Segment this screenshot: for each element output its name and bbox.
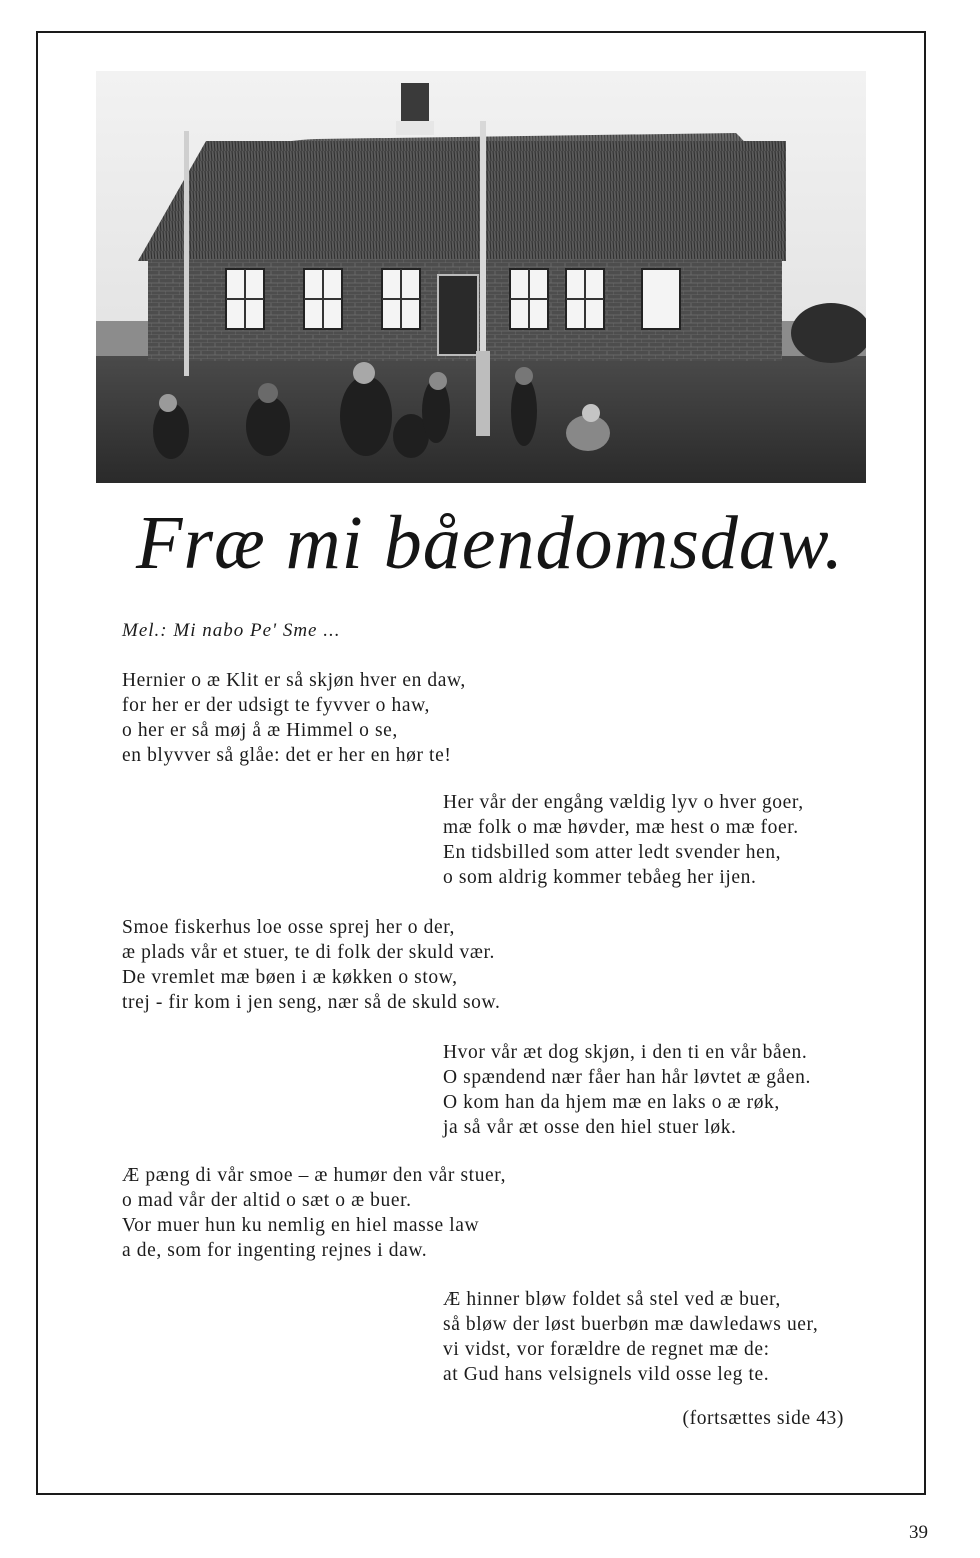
verse-line: for her er der udsigt te fyvver o haw, xyxy=(122,695,430,716)
verse-line: Hernier o æ Klit er så skjøn hver en daw, xyxy=(122,670,466,691)
verse-line: så bløw der løst buerbøn mæ dawledaws uer, xyxy=(443,1314,819,1335)
stanza-3 xyxy=(122,915,500,1015)
verse-line: mæ folk o mæ høvder, mæ hest o mæ foer. xyxy=(443,817,799,838)
verse-line: Hvor vår æt dog skjøn, i den ti en vår båen. xyxy=(443,1042,808,1063)
poem-title: Fræ mi båendomsdaw. xyxy=(136,501,844,585)
verse-line: De vremlet mæ bøen i æ køkken o stow, xyxy=(122,967,458,988)
verse-line: en blyvver så glåe: det er her en hør te! xyxy=(122,745,452,766)
verse-line: Vor muer hun ku nemlig en hiel masse law xyxy=(122,1215,480,1236)
verse-line: at Gud hans velsignels vild osse leg te. xyxy=(443,1364,770,1385)
melody-note: Mel.: Mi nabo Pe' Sme ... xyxy=(122,620,341,641)
verse-line: o her er så møj å æ Himmel o se, xyxy=(122,720,398,741)
verse-line: En tidsbilled som atter ledt svender hen, xyxy=(443,842,782,863)
verse-line: Smoe fiskerhus loe osse sprej her o der, xyxy=(122,917,455,938)
verse-line: o mad vår der altid o sæt o æ buer. xyxy=(122,1190,412,1211)
page-number: 39 xyxy=(909,1522,928,1543)
verse-line: O spændend nær fåer han hår løvtet æ gåen. xyxy=(443,1067,811,1088)
verse-line: Æ hinner bløw foldet så stel ved æ buer, xyxy=(443,1289,781,1310)
verse-line: vi vidst, vor forældre de regnet mæ de: xyxy=(443,1339,770,1360)
farmhouse-photo xyxy=(96,71,866,483)
verse-line: O kom han da hjem mæ en laks o æ røk, xyxy=(443,1092,780,1113)
verse-line: Æ pæng di vår smoe – æ humør den vår stuer, xyxy=(122,1165,507,1186)
verse-line: o som aldrig kommer tebåeg her ijen. xyxy=(443,867,757,888)
verse-line: trej - fir kom i jen seng, nær så de skuld sow. xyxy=(122,992,501,1013)
stanza-4 xyxy=(443,1040,811,1140)
verse-line: Her vår der engång vældig lyv o hver goer, xyxy=(443,792,804,813)
verse-line: a de, som for ingenting rejnes i daw. xyxy=(122,1240,428,1261)
continued-note: (fortsættes side 43) xyxy=(682,1408,844,1429)
stanza-6 xyxy=(443,1287,818,1387)
stanza-5 xyxy=(122,1163,506,1263)
verse-line: æ plads vår et stuer, te di folk der skuld vær. xyxy=(122,942,495,963)
stanza-1 xyxy=(122,668,466,768)
verse-line: ja så vår æt osse den hiel stuer løk. xyxy=(443,1117,737,1138)
stanza-2 xyxy=(443,790,804,890)
